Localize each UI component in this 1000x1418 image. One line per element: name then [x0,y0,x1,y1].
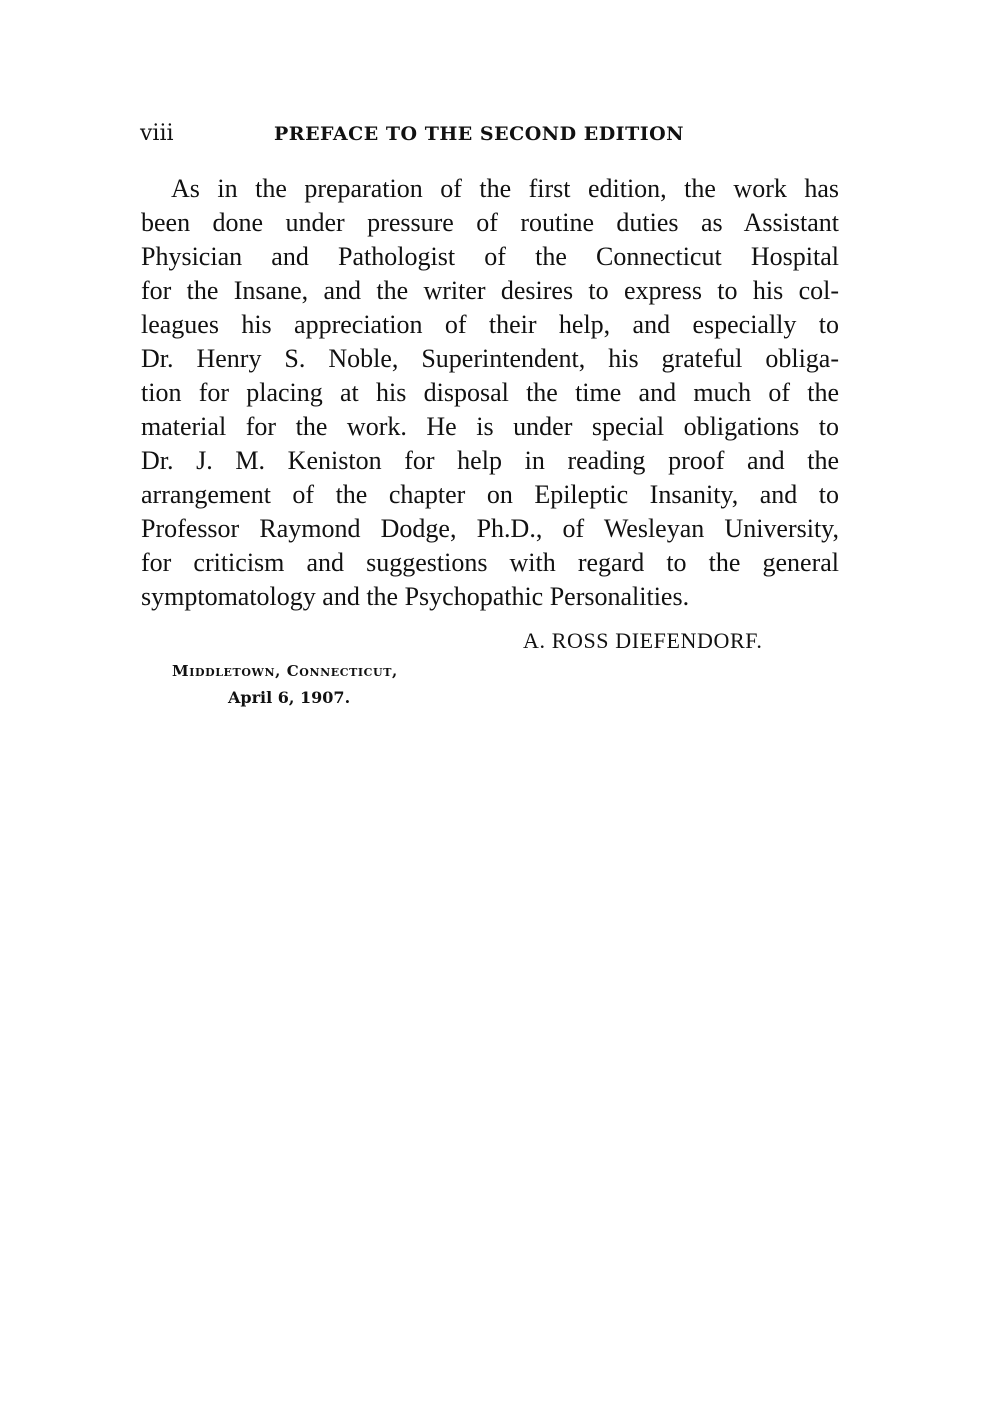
text-line: As in the preparation of the first edition, the work has [171,174,839,203]
preface-paragraph [141,172,839,614]
dateline-date: April 6, 1907. [228,688,351,707]
dateline-place: Middletown, Connecticut, [172,662,398,680]
text-line: Physician and Pathologist of the Connecticut Hospital [141,242,839,271]
text-line: Dr. J. M. Keniston for help in reading proof and the [141,446,839,475]
author-signature: A. ROSS DIEFENDORF. [523,628,763,653]
text-line: for the Insane, and the writer desires to express to his col- [141,276,839,305]
text-line: symptomatology and the Psychopathic Personalities. [141,582,690,611]
text-line: tion for placing at his disposal the time and much of the [141,378,839,407]
text-line: Professor Raymond Dodge, Ph.D., of Wesleyan University, [141,514,839,543]
text-line: Dr. Henry S. Noble, Superintendent, his grateful obliga- [141,344,839,373]
text-line: material for the work. He is under special obligations to [141,412,839,441]
text-line: leagues his appreciation of their help, and especially to [141,310,839,339]
text-line: for criticism and suggestions with regard to the general [141,548,839,577]
page-number: viii [140,121,174,146]
running-title: PREFACE TO THE SECOND EDITION [274,123,685,145]
text-line: been done under pressure of routine duties as Assistant [141,208,839,237]
text-line: arrangement of the chapter on Epileptic Insanity, and to [141,480,839,509]
running-head [140,121,840,147]
